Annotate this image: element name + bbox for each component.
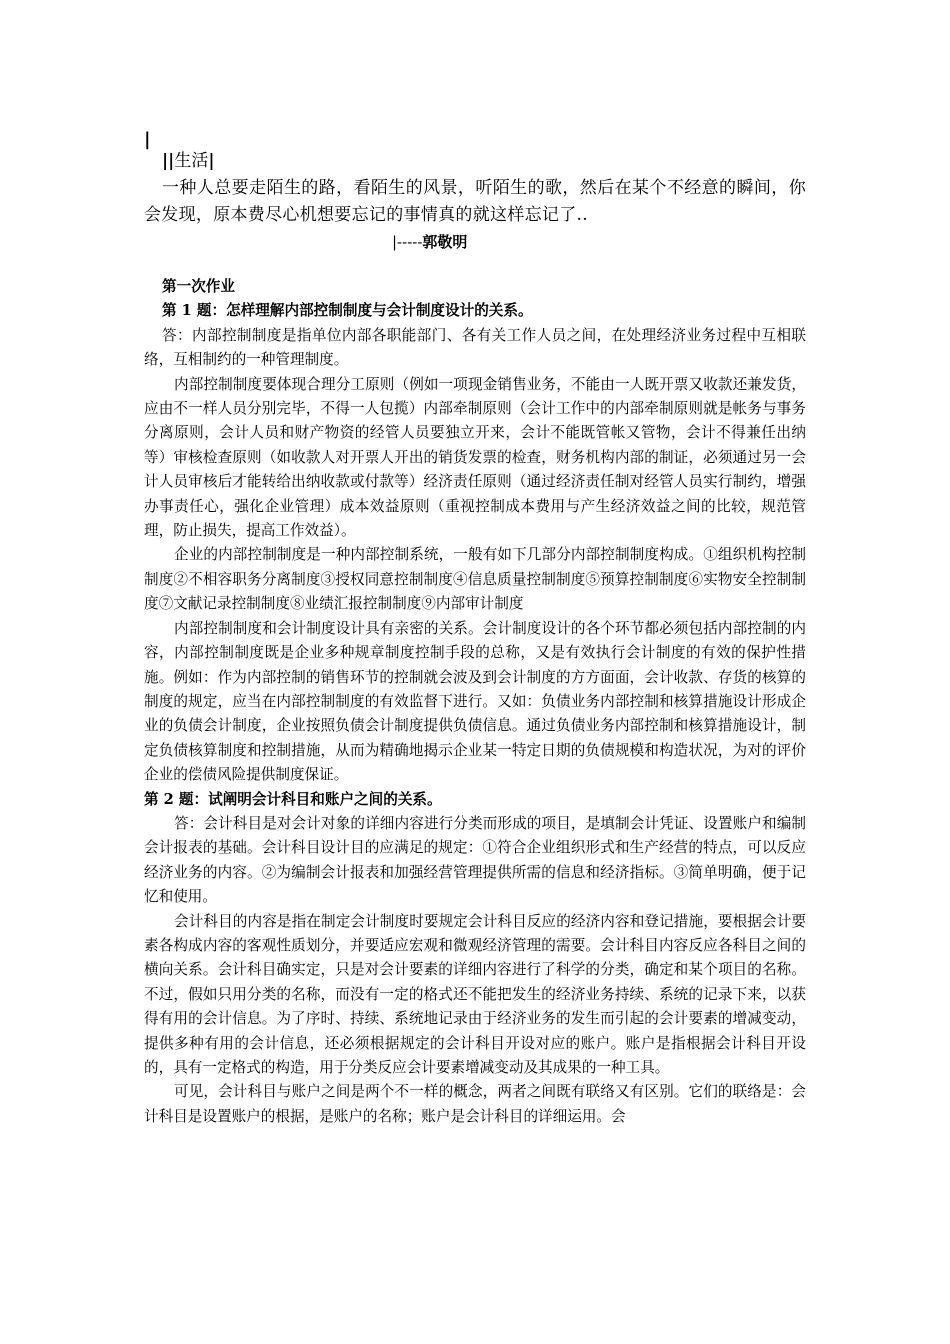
question-1-paragraph: 内部控制制度要体现合理分工原则（例如一项现金销售业务，不能由一人既开票又收款还兼发货，应由不一样人员分别完毕，不得一人包揽）内部牵制原则（会计工作中的内部牵制原则就是帐务与事务分离原则，会计人员和财产物资的经管人员要独立开来，会计不能既管帐又管物，会计不得兼任出纳等）审核检查原则（如收款人对开票人开出的销货发票的检查，财务机构内部的制证，必须通过另一会计人员审核后才能转给出纳收款或付款等）经济责任原则（通过经济责任制对经管人员实行制约，增强办事责任心，强化企业管理）成本效益原则（重视控制成本费用与产生经济效益之间的比较，规范管理，防止损失，提高工作效益）。 [144,375,806,540]
question-1-title: 第 1 题：怎样理解内部控制制度与会计制度设计的关系。 [162,302,533,320]
quote-section [144,148,806,256]
homework-title: 第一次作业 [162,278,235,295]
section-heading-prefix: || [162,151,175,171]
section-heading-label: 生活 [174,151,209,171]
question-1-paragraph: 答：内部控制制度是指单位内部各职能部门、各有关工作人员之间，在处理经济业务过程中互相联络，互相制约的一种管理制度。 [144,326,806,369]
question-1-paragraph: 内部控制制度和会计制度设计具有亲密的关系。会计制度设计的各个环节都必须包括内部控制的内容，内部控制制度既是企业多种规章制度控制手段的总称，又是有效执行会计制度的有效的保护性措施。例如：作为内部控制的销售环节的控制就会波及到会计制度的方方面面，会计收款、存货的核算的制度的规定，应当在内部控制制度的有效监督下进行。又如：负债业务内部控制和核算措施设计形成企业的负债会计制度，企业按照负债会计制度提供负债信息。通过负债业务内部控制和核算措施设计，制定负债核算制度和控制措施，从而为精确地揭示企业某一特定日期的负债规模和构造状况，为对的评价企业的偿债风险提供制度保证。 [144,619,806,784]
section-heading-suffix: | [208,151,215,171]
quote-author [144,229,806,256]
section-heading [144,148,806,175]
quote-author-name: 郭敬明 [422,233,468,251]
question-2-paragraph: 可见，会计科目与账户之间是两个不一样的概念，两者之间既有联络又有区别。它们的联络是：会计科目是设置账户的根据，是账户的名称；账户是会计科目的详细运用。会 [144,1083,806,1125]
question-2-paragraph: 答：会计科目是对会计对象的详细内容进行分类而形成的项目，是填制会计凭证、设置账户和编制会计报表的基础。会计科目设计目的应满足的规定：①符合企业组织形式和生产经营的特点，可以反应经济业务的内容。②为编制会计报表和加强经营管理提供所需的信息和经济指标。③简单明确，便于记忆和使用。 [144,814,806,906]
question-2-paragraph: 会计科目的内容是指在制定会计制度时要规定会计科目反应的经济内容和登记措施，要根据会计要素各构成内容的客观性质划分，并要适应宏观和微观经济管理的需要。会计科目内容反应各科目之间的横向关系。会计科目确实定，只是对会计要素的详细内容进行了科学的分类，确定和某个项目的名称。不过，假如只用分类的名称，而没有一定的格式还不能把发生的经济业务持续、系统的记录下来，以获得有用的会计信息。为了序时、持续、系统地记录由于经济业务的发生而引起的会计要素的增减变动，提供多种有用的会计信息，还必须根据规定的会计科目开设对应的账户。账户是指根据会计科目开设的，具有一定格式的构造，用于分类反应会计要素增减变动及其成果的一种工具。 [144,912,806,1076]
text-cursor-mark: | [144,129,151,150]
question-2-title: 第 2 题：试阐明会计科目和账户之间的关系。 [144,790,442,808]
quote-text: 一种人总要走陌生的路，看陌生的风景，听陌生的歌，然后在某个不经意的瞬间，你会发现，原本费尽心机想要忘记的事情真的就这样忘记了.. [144,178,806,225]
question-1-paragraph: 企业的内部控制制度是一种内部控制系统，一般有如下几部分内部控制制度构成。①组织机构控制制度②不相容职务分离制度③授权同意控制制度④信息质量控制制度⑤预算控制制度⑥实物安全控制制度⑦文献记录控制制度⑧业绩汇报控制制度⑨内部审计制度 [144,546,806,613]
homework-section [144,275,806,1129]
quote-author-prefix: |----- [392,233,423,251]
